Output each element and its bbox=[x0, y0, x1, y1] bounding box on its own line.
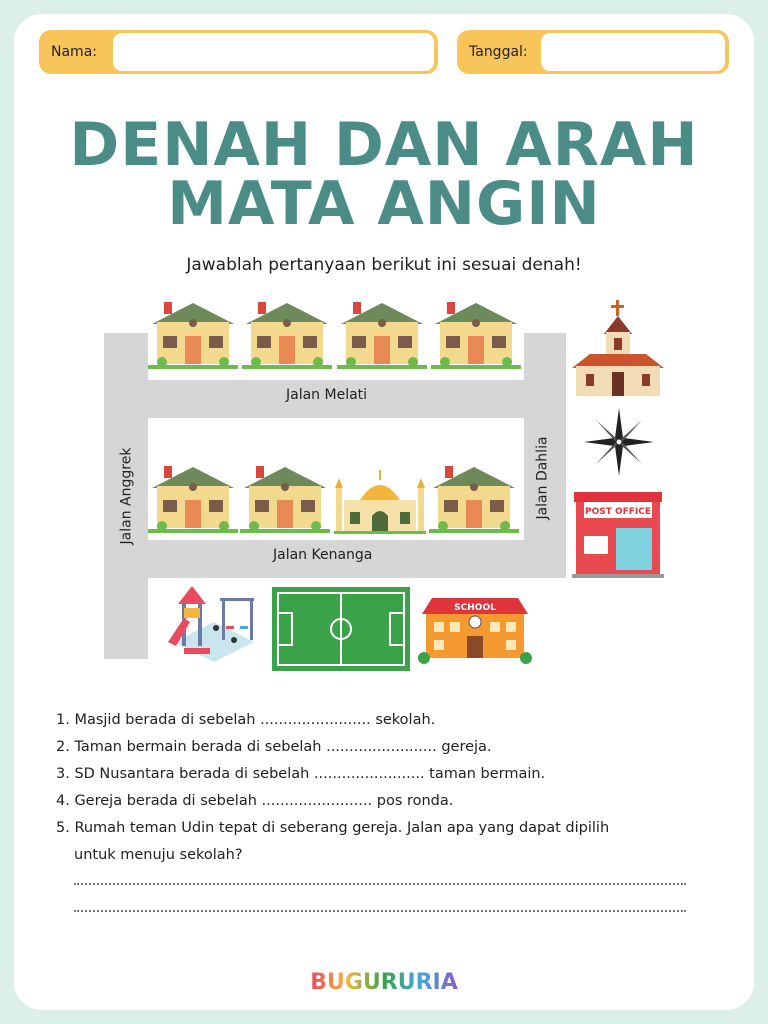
brand-logo bbox=[0, 970, 768, 995]
house-icon bbox=[148, 464, 238, 534]
house-icon bbox=[240, 464, 330, 534]
date-field-container bbox=[457, 30, 729, 74]
name-field-container bbox=[39, 30, 438, 74]
answer-line-2[interactable] bbox=[74, 902, 686, 912]
date-label: Tanggal: bbox=[469, 44, 528, 60]
question-4: 4. Gereja berada di sebelah ........................ pos ronda. bbox=[56, 793, 454, 809]
house-icon bbox=[337, 300, 427, 370]
answer-line-1[interactable] bbox=[74, 875, 686, 885]
question-1: 1. Masjid berada di sebelah ........................ sekolah. bbox=[56, 712, 436, 728]
church-icon bbox=[572, 300, 664, 397]
street-label-kenanga: Jalan Kenanga bbox=[273, 547, 373, 563]
mosque-icon bbox=[334, 468, 426, 534]
page-title-line2: MATA ANGIN bbox=[167, 169, 601, 239]
question-5-continued: untuk menuju sekolah? bbox=[74, 847, 243, 863]
house-icon bbox=[429, 464, 519, 534]
name-input[interactable] bbox=[113, 33, 434, 71]
house-icon bbox=[431, 300, 521, 370]
post-office-icon bbox=[572, 492, 664, 578]
question-2: 2. Taman bermain berada di sebelah ........................ gereja. bbox=[56, 739, 492, 755]
instruction-text: Jawablah pertanyaan berikut ini sesuai denah! bbox=[186, 255, 582, 275]
street-label-dahlia: Jalan Dahlia bbox=[534, 436, 551, 520]
brand-logo-text: BUGURURIA bbox=[310, 970, 458, 995]
page-title-line1: DENAH DAN ARAH bbox=[69, 110, 699, 180]
school-icon bbox=[416, 596, 534, 664]
school-sign: SCHOOL bbox=[454, 603, 496, 613]
date-input[interactable] bbox=[541, 33, 725, 71]
playground-icon bbox=[164, 582, 258, 672]
house-icon bbox=[148, 300, 238, 370]
question-5: 5. Rumah teman Udin tepat di seberang gereja. Jalan apa yang dapat dipilih bbox=[56, 820, 610, 836]
name-label: Nama: bbox=[51, 44, 97, 60]
street-label-anggrek: Jalan Anggrek bbox=[118, 447, 135, 545]
street-label-melati: Jalan Melati bbox=[286, 387, 368, 403]
football-field-icon bbox=[272, 587, 410, 671]
question-3: 3. SD Nusantara berada di sebelah ........................ taman bermain. bbox=[56, 766, 546, 782]
house-icon bbox=[242, 300, 332, 370]
compass-rose-icon bbox=[584, 408, 654, 476]
post-office-sign: POST OFFICE bbox=[584, 507, 652, 517]
